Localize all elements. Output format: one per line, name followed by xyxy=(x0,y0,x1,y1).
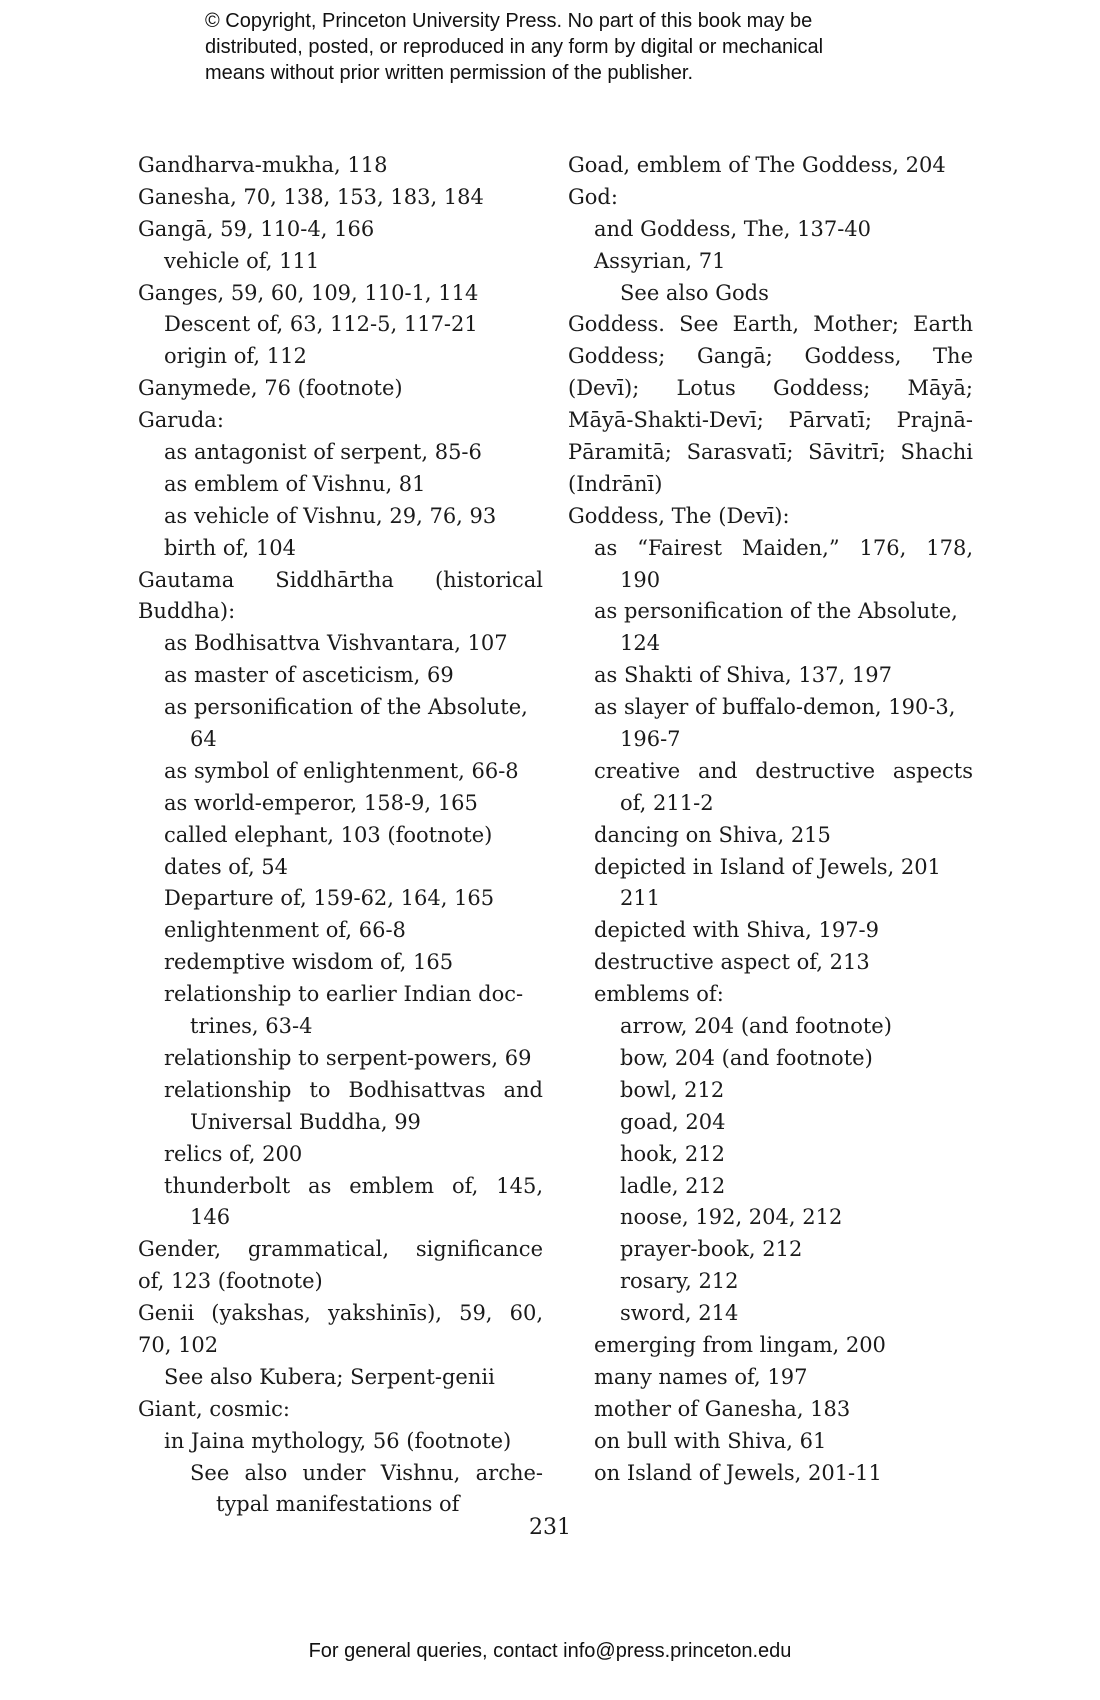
index-entry: Goddess. See Earth, Mother; Earth xyxy=(568,312,973,337)
index-entry: many names of, 197 xyxy=(594,1364,808,1389)
index-entry: 211 xyxy=(620,886,661,911)
index-entry: See also Kubera; Serpent-genii xyxy=(164,1364,495,1389)
index-entry: Ganymede, 76 (footnote) xyxy=(138,376,403,401)
index-entry: as personification of the Absolute, xyxy=(164,695,528,720)
index-entry: Goad, emblem of The Goddess, 204 xyxy=(568,153,946,177)
index-entry: Assyrian, 71 xyxy=(594,248,726,273)
index-entry: and Goddess, The, 137-40 xyxy=(594,216,872,241)
index-entry: See also Gods xyxy=(620,280,769,305)
index-entry: birth of, 104 xyxy=(164,535,296,560)
index-entry: depicted in Island of Jewels, 201 xyxy=(594,854,941,879)
index-entry: 124 xyxy=(620,631,661,656)
index-entry: See also under Vishnu, arche- xyxy=(190,1460,543,1485)
index-entry: Gandharva-mukha, 118 xyxy=(138,153,388,177)
index-entry: in Jaina mythology, 56 (footnote) xyxy=(164,1428,512,1453)
index-entry: redemptive wisdom of, 165 xyxy=(164,950,454,975)
index-entry: bowl, 212 xyxy=(620,1077,725,1102)
copyright-line: means without prior written permission of the publisher. xyxy=(205,62,694,84)
index-entry: Goddess; Gangā; Goddess, The xyxy=(568,344,973,369)
copyright-line: distributed, posted, or reproduced in any form by digital or mechanical xyxy=(205,36,824,58)
index-entry: called elephant, 103 (footnote) xyxy=(164,822,493,847)
index-entry: as Bodhisattva Vishvantara, 107 xyxy=(164,631,508,656)
index-entry: relics of, 200 xyxy=(164,1141,303,1166)
index-entry: (Devī); Lotus Goddess; Māyā; xyxy=(568,376,973,401)
index-entry: bow, 204 (and footnote) xyxy=(620,1045,873,1070)
index-entry: sword, 214 xyxy=(620,1301,739,1326)
index-entry: as symbol of enlightenment, 66-8 xyxy=(164,758,519,783)
index-entry: depicted with Shiva, 197-9 xyxy=(594,918,880,943)
index-entry: Ganesha, 70, 138, 153, 183, 184 xyxy=(138,184,484,209)
index-entry: as Shakti of Shiva, 137, 197 xyxy=(594,663,892,688)
index-entry: thunderbolt as emblem of, 145, xyxy=(164,1173,543,1198)
index-entry: 190 xyxy=(620,567,661,592)
index-entry: rosary, 212 xyxy=(620,1269,739,1294)
index-entry: Māyā-Shakti-Devī; Pārvatī; Prajnā- xyxy=(568,408,973,433)
index-entry: of, 123 (footnote) xyxy=(138,1269,323,1294)
index-entry: Gautama Siddhārtha (historical xyxy=(138,567,543,592)
index-entry: Pāramitā; Sarasvatī; Sāvitrī; Shachi xyxy=(568,440,973,465)
index-entry: 64 xyxy=(190,727,217,752)
index-entry: dates of, 54 xyxy=(164,854,289,879)
index-entry: on Island of Jewels, 201-11 xyxy=(594,1460,882,1485)
index-entry: origin of, 112 xyxy=(164,344,307,369)
index-entry: typal manifestations of xyxy=(216,1492,460,1517)
index-column-left xyxy=(138,150,543,1521)
index-entry: as slayer of buffalo-demon, 190-3, xyxy=(594,695,956,720)
copyright-notice xyxy=(205,8,1005,86)
index-entry: (Indrānī) xyxy=(568,471,663,496)
index-entry: destructive aspect of, 213 xyxy=(594,950,870,975)
index-entry: as emblem of Vishnu, 81 xyxy=(164,471,426,496)
index-entry: vehicle of, 111 xyxy=(164,248,320,273)
index-entry: 70, 102 xyxy=(138,1332,219,1357)
index-entry: enlightenment of, 66-8 xyxy=(164,918,406,943)
index-entry: as personification of the Absolute, xyxy=(594,599,958,624)
index-entry: Genii (yakshas, yakshinīs), 59, 60, xyxy=(138,1301,543,1326)
index-entry: Universal Buddha, 99 xyxy=(190,1109,421,1134)
index-entry: noose, 192, 204, 212 xyxy=(620,1205,843,1230)
copyright-line: © Copyright, Princeton University Press. No part of this book may be xyxy=(205,10,813,32)
index-column-right xyxy=(568,150,973,1489)
index-entry: goad, 204 xyxy=(620,1109,726,1134)
index-entry: God: xyxy=(568,184,618,209)
index-entry: Buddha): xyxy=(138,599,236,624)
index-entry: Descent of, 63, 112-5, 117-21 xyxy=(164,312,478,337)
index-entry: 196-7 xyxy=(620,727,681,752)
index-entry: emerging from lingam, 200 xyxy=(594,1332,886,1357)
index-entry: relationship to earlier Indian doc- xyxy=(164,982,524,1007)
index-entry: as world-emperor, 158-9, 165 xyxy=(164,790,478,815)
index-entry: arrow, 204 (and footnote) xyxy=(620,1014,892,1039)
index-entry: Garuda: xyxy=(138,408,224,433)
index-entry: mother of Ganesha, 183 xyxy=(594,1396,851,1421)
index-entry: creative and destructive aspects xyxy=(594,758,973,783)
index-entry: as vehicle of Vishnu, 29, 76, 93 xyxy=(164,503,497,528)
index-entry: of, 211-2 xyxy=(620,790,714,815)
index-entry: as “Fairest Maiden,” 176, 178, xyxy=(594,535,973,560)
index-entry: Ganges, 59, 60, 109, 110-1, 114 xyxy=(138,280,479,305)
index-entry: relationship to Bodhisattvas and xyxy=(164,1077,543,1102)
index-entry: Goddess, The (Devī): xyxy=(568,503,790,528)
index-entry: hook, 212 xyxy=(620,1141,725,1166)
index-entry: ladle, 212 xyxy=(620,1173,726,1198)
index-entry: Giant, cosmic: xyxy=(138,1396,290,1421)
index-entry: 146 xyxy=(190,1205,231,1230)
index-entry: relationship to serpent-powers, 69 xyxy=(164,1045,532,1070)
index-entry: Gender, grammatical, significance xyxy=(138,1237,543,1262)
index-entry: dancing on Shiva, 215 xyxy=(594,822,831,847)
index-entry: as master of asceticism, 69 xyxy=(164,663,454,688)
index-entry: emblems of: xyxy=(594,982,724,1007)
index-entry: trines, 63-4 xyxy=(190,1014,313,1039)
page-number: 231 xyxy=(529,1515,571,1540)
index-entry: on bull with Shiva, 61 xyxy=(594,1428,827,1453)
index-entry: prayer-book, 212 xyxy=(620,1237,803,1262)
index-entry: as antagonist of serpent, 85-6 xyxy=(164,440,482,465)
index-entry: Gangā, 59, 110-4, 166 xyxy=(138,216,375,241)
index-entry: Departure of, 159-62, 164, 165 xyxy=(164,886,495,911)
footer-contact: For general queries, contact info@press.princeton.edu xyxy=(308,1640,792,1662)
